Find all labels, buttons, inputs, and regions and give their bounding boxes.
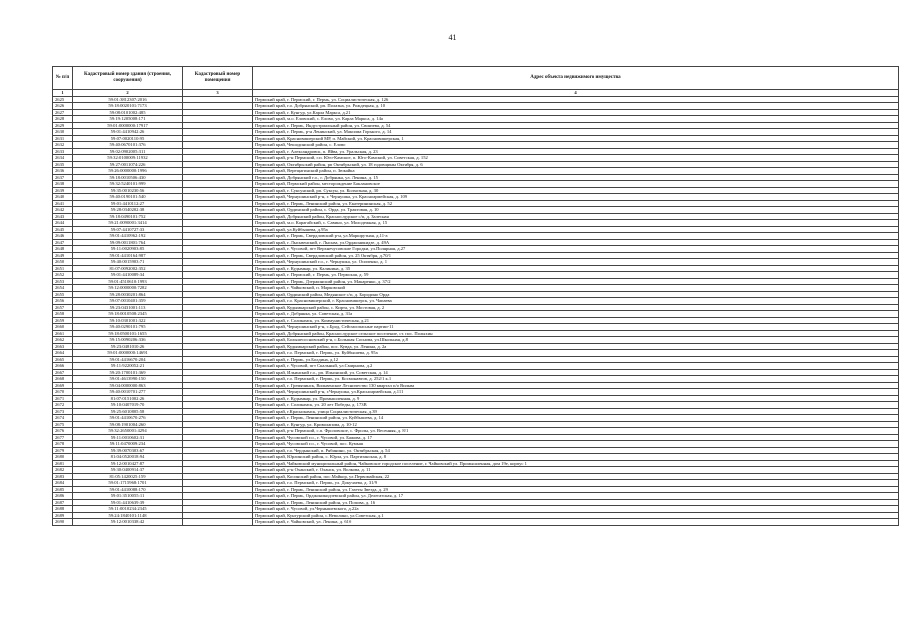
row-number-cell: 2668 bbox=[53, 376, 73, 383]
cadastral-number-cell: 59:32:2650001:4294 bbox=[73, 428, 183, 435]
row-number-cell: 2680 bbox=[53, 454, 73, 461]
address-cell: Пермский край, Добрянский район, Краснослудское сельское поселение, ст. пос. Полыхин bbox=[253, 330, 899, 337]
row-number-cell: 2657 bbox=[53, 304, 73, 311]
cadastral-number-cell: 59:18:0010508:2345 bbox=[73, 311, 183, 318]
header-cadastral-premise: Кадастровый номер помещения bbox=[183, 67, 253, 90]
table-row bbox=[53, 519, 899, 526]
cadastral-number-cell: 59:01:4510610:1993 bbox=[73, 278, 183, 285]
cadastral-number-cell: 59:25:6010805:58 bbox=[73, 408, 183, 415]
address-cell: Пермский край, г. Александровск, п. Яйва, ул. Уральская, д. 23 bbox=[253, 148, 899, 155]
row-number-cell: 2640 bbox=[53, 194, 73, 201]
row-number-cell: 2661 bbox=[53, 330, 73, 337]
cadastral-number-cell: 59:07:0020110:95 bbox=[73, 135, 183, 142]
address-cell: Пермский край, г. Добрянка, ул. Советская, д. 31а bbox=[253, 311, 899, 318]
cadastral-number-cell: 59:30:0400914:37 bbox=[73, 467, 183, 474]
row-number-cell: 2655 bbox=[53, 291, 73, 298]
address-cell: Пермский край, г. Чусовой, пгт Верхнечусовские Городки, ул.Полярная, д.27 bbox=[253, 246, 899, 253]
row-number-cell: 2632 bbox=[53, 142, 73, 149]
row-number-cell: 2628 bbox=[53, 116, 73, 123]
address-cell: Пермский край, г. Лысьвенский, г. Лысьва, ул.Орджоникидзе, д. 49А bbox=[253, 239, 899, 246]
row-number-cell: 2684 bbox=[53, 480, 73, 487]
row-number-cell: 2634 bbox=[53, 155, 73, 162]
address-cell: Пермский край, г. Пермь, Свердловский р-н, ул.Маршрутная, д.11-а bbox=[253, 233, 899, 240]
row-number-cell: 2644 bbox=[53, 220, 73, 227]
cadastral-number-cell: 59:10:0301001:322 bbox=[73, 317, 183, 324]
row-number-cell: 2671 bbox=[53, 395, 73, 402]
address-cell: Пермский край, г.о. Красновишерский, г. Красновишерск, ул. Чапаева bbox=[253, 298, 899, 305]
address-cell: Пермский край, Чернушинский р-н, с.Брод, Сейсмоопасные партии-11 bbox=[253, 324, 899, 331]
row-number-cell: 2656 bbox=[53, 298, 73, 305]
cadastral-number-cell: 59:12:0000000:7282 bbox=[73, 285, 183, 292]
address-cell: Пермский край, г. Пермь, ул.Болдина, д.12 bbox=[253, 356, 899, 363]
row-number-cell: 2667 bbox=[53, 369, 73, 376]
row-number-cell: 2642 bbox=[53, 207, 73, 214]
column-number: 1 bbox=[53, 90, 73, 97]
cadastral-number-cell: 59:32:0100009:11932 bbox=[73, 155, 183, 162]
row-number-cell: 2676 bbox=[53, 428, 73, 435]
row-number-cell: 2686 bbox=[53, 493, 73, 500]
row-number-cell: 2643 bbox=[53, 213, 73, 220]
cadastral-number-cell: 59:01:4410639:39 bbox=[73, 499, 183, 506]
address-cell: Пермский край, г. Пермь, Дзержинский район, ул. Макаренко, д. 37/2 bbox=[253, 278, 899, 285]
address-cell: Пермский край, г. Пермь, р-н Ленинский, ул. Максима Горького, д. 14 bbox=[253, 129, 899, 136]
row-number-cell: 2681 bbox=[53, 460, 73, 467]
row-number-cell: 2650 bbox=[53, 259, 73, 266]
cadastral-number-cell: 59:11:0020903:85 bbox=[73, 246, 183, 253]
property-register-table bbox=[52, 66, 899, 526]
header-address: Адрес объекта недвижимого имущества bbox=[253, 67, 899, 90]
cadastral-number-cell: 59:23:0431001:113 bbox=[73, 304, 183, 311]
cadastral-number-cell: 59:02:0902005:311 bbox=[73, 148, 183, 155]
row-number-cell: 2678 bbox=[53, 441, 73, 448]
cadastral-number-cell: 59:01:4410112:27 bbox=[73, 200, 183, 207]
address-cell: Пермский край, г.о. Пермский, г. Пермь, ул. Космонавтов, д. 252/1 к.1 bbox=[253, 376, 899, 383]
row-number-cell: 2625 bbox=[53, 96, 73, 103]
cadastral-number-cell: 59:01:0000000:17917 bbox=[73, 122, 183, 129]
address-cell: Пермский край, г. Пермский, г. Пермь, ул. Пермская, д. 59 bbox=[253, 272, 899, 279]
address-cell: Пермский край, г. Соликамск, ул. Коммунистическая, д.21 bbox=[253, 317, 899, 324]
cadastral-number-cell: 59:01:4410088:170 bbox=[73, 486, 183, 493]
cadastral-number-cell: 81:07:0092002:352 bbox=[73, 265, 183, 272]
address-cell: Пермский край, р-н Пермский, г.п. Юго-Камское, п. Юго-Камский, ул. Советская, д. 152 bbox=[253, 155, 899, 162]
address-cell: Пермский край, г. Пермский, г. Пермь, ул. Социалистическая, д. 126 bbox=[253, 96, 899, 103]
address-cell: Пермский край, Чернушинский р-н, г.Чернушка, ул.Красноармейская, д.111 bbox=[253, 389, 899, 396]
cadastral-number-cell: 59:21:0090001:3414 bbox=[73, 220, 183, 227]
cadastral-number-cell: 81:05:1420025:159 bbox=[73, 473, 183, 480]
row-number-cell: 2631 bbox=[53, 135, 73, 142]
address-cell: Пермский край, Верещагинский район, п. Зюкайка bbox=[253, 168, 899, 175]
row-number-cell: 2679 bbox=[53, 447, 73, 454]
row-number-cell: 2651 bbox=[53, 265, 73, 272]
row-number-cell: 2675 bbox=[53, 421, 73, 428]
cadastral-number-cell: 59:12:0010427:87 bbox=[73, 460, 183, 467]
address-cell: Пермский край, г.о. Пермский, г. Пермь, ул. Докучаева, д. 31/9 bbox=[253, 480, 899, 487]
address-cell: Пермский край, г. Чусовой, пгт Скальный, ул.Смирнова, д.2 bbox=[253, 363, 899, 370]
address-cell: Пермский край, г. Пермь, Ленинский район, ул. Попова, д. 16 bbox=[253, 499, 899, 506]
address-cell: Пермский край, Ильинский г.о., рп. Ильинский, ул. Советская, д. 14 bbox=[253, 369, 899, 376]
address-cell: Пермский край, г. Кунгур, ул. Криволапова, д. 10-12 bbox=[253, 421, 899, 428]
cadastral-number-cell: 59:18:0020101:7173 bbox=[73, 103, 183, 110]
row-number-cell: 2638 bbox=[53, 181, 73, 188]
cadastral-number-cell: 59:12:0010338:42 bbox=[73, 519, 183, 526]
cadastral-number-cell: 59:18:0500101:1655 bbox=[73, 330, 183, 337]
cadastral-number-cell: 59:18:0010506:430 bbox=[73, 174, 183, 181]
cadastral-number-cell: 59:01:3510055:11 bbox=[73, 493, 183, 500]
address-cell: Пермский край, г. Чайковский, п. Марковский bbox=[253, 285, 899, 292]
address-cell: Пермский край, г. Пермь, Орджоникидзевский район, ул. Делегатская, д. 17 bbox=[253, 493, 899, 500]
cadastral-number-cell: 59:20:1700101:369 bbox=[73, 369, 183, 376]
row-number-cell: 2652 bbox=[53, 272, 73, 279]
row-number-cell: 2663 bbox=[53, 343, 73, 350]
address-cell: Пермский край, г. Суксунский, рп. Суксун, ул. Колхозная, д. 30 bbox=[253, 187, 899, 194]
cadastral-number-cell: 59:01:3812307:2016 bbox=[73, 96, 183, 103]
cadastral-number-cell: 59:01:4410670:276 bbox=[73, 415, 183, 422]
address-cell: Пермский край, Косинский район, пос.Майкор, ул.Первомайская, 22 bbox=[253, 473, 899, 480]
row-number-cell: 2689 bbox=[53, 512, 73, 519]
cadastral-number-cell: 59:07:4410727:33 bbox=[73, 226, 183, 233]
row-number-cell: 2639 bbox=[53, 187, 73, 194]
address-cell: Пермский край, г. Кудымкар, ул. Калинина, д. 35 bbox=[253, 265, 899, 272]
cadastral-number-cell: 59:01:0000000:14691 bbox=[73, 350, 183, 357]
row-number-cell: 2672 bbox=[53, 402, 73, 409]
address-cell: Пермский край, ул.Куйбышева, д.95а bbox=[253, 226, 899, 233]
cadastral-number-cell: 59:04:0000000:863 bbox=[73, 382, 183, 389]
cadastral-number-cell: 59:40:0190101:540 bbox=[73, 194, 183, 201]
address-cell: Пермский край, Чайковский муниципальный район, Чайковское городское поселение, г. Чайковский ул. Промышленная, дом 19е, корпус 1 bbox=[253, 460, 899, 467]
row-number-cell: 2690 bbox=[53, 519, 73, 526]
cadastral-number-cell: 59:09:0011801:764 bbox=[73, 239, 183, 246]
address-cell: Пермский край, Чусовской г.о., г. Чусовой, пос. Кумыш bbox=[253, 441, 899, 448]
row-number-cell: 2666 bbox=[53, 363, 73, 370]
cadastral-number-cell: 59:28:0030201:864 bbox=[73, 291, 183, 298]
row-number-cell: 2665 bbox=[53, 356, 73, 363]
cadastral-number-cell: 59:40:0290101:795 bbox=[73, 324, 183, 331]
premise-number-cell bbox=[183, 519, 253, 526]
address-cell: Пермский край, г. Кудымкар, ул. Промышленная, д. 9 bbox=[253, 395, 899, 402]
row-number-cell: 2648 bbox=[53, 246, 73, 253]
cadastral-number-cell: 59:01:4416670:204 bbox=[73, 356, 183, 363]
cadastral-number-cell: 59:24:1840101:1148 bbox=[73, 512, 183, 519]
address-cell: Пермский край, м.о. Карагайский, с. Савино, ул. Молодежная, д. 15 bbox=[253, 220, 899, 227]
address-cell: Пермский край, г. Гремячинск, Вильвенское Лесничество 130 квартал п/о Вильва bbox=[253, 382, 899, 389]
row-number-cell: 2659 bbox=[53, 317, 73, 324]
row-number-cell: 2688 bbox=[53, 506, 73, 513]
cadastral-number-cell: 59:11:0010234:2345 bbox=[73, 506, 183, 513]
row-number-cell: 2677 bbox=[53, 434, 73, 441]
address-cell: Пермский край, Ординский район, Медянское с/п, д. Бородино Орда bbox=[253, 291, 899, 298]
address-cell: Пермский край, г. Пермь, Ленинский район, ул. Куйбышева, д. 14 bbox=[253, 415, 899, 422]
cadastral-number-cell: 59:40:0010701:277 bbox=[73, 389, 183, 396]
address-cell: Пермский край, г. Пермь, Ленинский район, ул. Екатерининская, д. 52 bbox=[253, 200, 899, 207]
header-cadastral-building: Кадастровый номер здания (строения, сооружения) bbox=[73, 67, 183, 90]
row-number-cell: 2669 bbox=[53, 382, 73, 389]
cadastral-number-cell: 59:18:0490101:752 bbox=[73, 213, 183, 220]
cadastral-number-cell: 59:39:0070303:67 bbox=[73, 447, 183, 454]
address-cell: Пермский край, г.о. Добрянский, рп. Полазна, ул. Рождецкая, д. 10 bbox=[253, 103, 899, 110]
address-cell: Пермский край, Юрлинский район, с. Юрла, ул. Партизанская, д. 8 bbox=[253, 454, 899, 461]
row-number-cell: 2654 bbox=[53, 285, 73, 292]
row-number-cell: 2630 bbox=[53, 129, 73, 136]
address-cell: Пермский край, Кунгурский район, с.Неволино, ул.Советская, д.1 bbox=[253, 512, 899, 519]
row-number-cell: 2660 bbox=[53, 324, 73, 331]
row-number-cell: 2683 bbox=[53, 473, 73, 480]
cadastral-number-cell: 59:26:0000000:1996 bbox=[73, 168, 183, 175]
address-cell: Пермский край, Кудымкарский район, пос. Кувда, ул. Ленина, д. 2а bbox=[253, 343, 899, 350]
cadastral-number-cell: 59:01:4410962:192 bbox=[73, 233, 183, 240]
address-cell: Пермский край, г.о. Чердынский, п. Рябинино, ул. Октябрьская, д. 54 bbox=[253, 447, 899, 454]
cadastral-number-cell: 59:10:0407019:70 bbox=[73, 402, 183, 409]
row-number-cell: 2647 bbox=[53, 239, 73, 246]
cadastral-number-cell: 59:01:4410942:26 bbox=[73, 129, 183, 136]
cadastral-number-cell: 59:11:0470009:234 bbox=[73, 441, 183, 448]
row-number-cell: 2653 bbox=[53, 278, 73, 285]
cadastral-number-cell: 59:27:0011074:226 bbox=[73, 161, 183, 168]
table-header-row bbox=[53, 67, 899, 90]
address-cell: Пермский край, Чернушинский г.о., г. Чернушка, ул. Осипенко, д. 1 bbox=[253, 259, 899, 266]
column-number: 3 bbox=[183, 90, 253, 97]
address-cell: Пермский край, Добрянский г.о., г. Добрянка, ул. Ленина, д. 15 bbox=[253, 174, 899, 181]
cadastral-number-cell: 59:11:0010602:31 bbox=[73, 434, 183, 441]
row-number-cell: 2637 bbox=[53, 174, 73, 181]
address-cell: Пермский край, Чешодинский район, с. Елово bbox=[253, 142, 899, 149]
cadastral-number-cell: 59:35:0010230:56 bbox=[73, 187, 183, 194]
cadastral-number-cell: 59:15:0090206:336 bbox=[73, 337, 183, 344]
row-number-cell: 2635 bbox=[53, 161, 73, 168]
address-cell: Пермский край, г. Пермь, Индустриальный район, ул. Свиязева, д. 54 bbox=[253, 122, 899, 129]
address-cell: Пермский край, Большесосновский р-н, с.Большая Соснова, ул.Школьная, д.8 bbox=[253, 337, 899, 344]
cadastral-number-cell: 59:01:4613990:150 bbox=[73, 376, 183, 383]
address-cell: Пермский край, Красновишерский МР, п. Майский, ул. Красновишерская, 1 bbox=[253, 135, 899, 142]
cadastral-number-cell: 59:07:0010401:359 bbox=[73, 298, 183, 305]
address-cell: Пермский край, г. Чусовой, ул.Чернышевского, д.22а bbox=[253, 506, 899, 513]
row-number-cell: 2646 bbox=[53, 233, 73, 240]
cadastral-number-cell: 59:08:1901004:260 bbox=[73, 421, 183, 428]
address-cell: Пермский край, г. Пермь, Ленинский район, ул. Газеты Звезда, д. 29 bbox=[253, 486, 899, 493]
address-cell: Пермский край, Добрянский район, Краснослудское с/п, д. Залесная bbox=[253, 213, 899, 220]
address-cell: Пермский край, г. Чайковский, ул. Ленина, д. 61б bbox=[253, 519, 899, 526]
cadastral-number-cell: 59:40:0670101:376 bbox=[73, 142, 183, 149]
row-number-cell: 2662 bbox=[53, 337, 73, 344]
address-cell: Пермский край, Кудымкарский район, с. Кирта, ул. Мостовая, д. 2 bbox=[253, 304, 899, 311]
cadastral-number-cell: 59:32:5240101:999 bbox=[73, 181, 183, 188]
page-number: 41 bbox=[448, 33, 457, 42]
row-number-cell: 2629 bbox=[53, 122, 73, 129]
address-cell: Пермский край, Пермский район, месторождение Баклановское bbox=[253, 181, 899, 188]
cadastral-number-cell: 59:08:0101002:485 bbox=[73, 109, 183, 116]
row-number-cell: 2633 bbox=[53, 148, 73, 155]
cadastral-number-cell: 81:07:0151002:26 bbox=[73, 395, 183, 402]
row-number-cell: 2670 bbox=[53, 389, 73, 396]
address-cell: Пермский край, м.о. Еловский, с. Елово, ул. Карла Маркса, д. 14а bbox=[253, 116, 899, 123]
column-number: 4 bbox=[253, 90, 899, 97]
header-num: № п/п bbox=[53, 67, 73, 90]
address-cell: Пермский край, г. Соликамск, ул. 20 лет Победы, д. 173В bbox=[253, 402, 899, 409]
row-number-cell: 2687 bbox=[53, 499, 73, 506]
cadastral-number-cell: 81:04:0520018:94 bbox=[73, 454, 183, 461]
row-number-cell: 2664 bbox=[53, 350, 73, 357]
cadastral-number-cell: 59:01:4410164:987 bbox=[73, 252, 183, 259]
cadastral-number-cell: 59:19:1205008:171 bbox=[73, 116, 183, 123]
cadastral-number-cell: 59:40:0015903:71 bbox=[73, 259, 183, 266]
column-number: 2 bbox=[73, 90, 183, 97]
row-number-cell: 2658 bbox=[53, 311, 73, 318]
cadastral-number-cell: 59:23:0481010:26 bbox=[73, 343, 183, 350]
row-number-cell: 2649 bbox=[53, 252, 73, 259]
address-cell: Пермский край, г. Кунгур, ул.Карла Маркса, д.21 bbox=[253, 109, 899, 116]
row-number-cell: 2627 bbox=[53, 109, 73, 116]
row-number-cell: 2636 bbox=[53, 168, 73, 175]
row-number-cell: 2674 bbox=[53, 415, 73, 422]
row-number-cell: 2645 bbox=[53, 226, 73, 233]
address-cell: Пермский край, Ординский район, с. Орда, ул. Трактовая, д. 10 bbox=[253, 207, 899, 214]
cadastral-number-cell: 59:01:1715968:1701 bbox=[73, 480, 183, 487]
row-number-cell: 2673 bbox=[53, 408, 73, 415]
address-cell: Пермский край, Чернушинский р-н, г. Чернушка, ул. Красноармейская, д. 109 bbox=[253, 194, 899, 201]
address-cell: Пермский край, г.о. Пермский, г. Пермь, ул. Куйбышева, д. 95а bbox=[253, 350, 899, 357]
address-cell: Пермский край, г. Пермь, Свердловский район, ул. 25 Октября, д.70/1 bbox=[253, 252, 899, 259]
address-cell: Пермский край, р-н Пермский, с.п. Фроловское, с. Фролы, ул. Весенняя, д. 8/1 bbox=[253, 428, 899, 435]
address-cell: Пермский край, р-н Оханский, г. Оханск, ул. Волкова, д. 11 bbox=[253, 467, 899, 474]
address-cell: Пермский край, Чусовской г.о., г. Чусовой, ул. Бажова, д. 17 bbox=[253, 434, 899, 441]
row-number-cell: 2682 bbox=[53, 467, 73, 474]
address-cell: Пермский край, Октябрьский район, рп Октябрьский, ул. 18 годовщины Октября, д. 6 bbox=[253, 161, 899, 168]
address-cell: Пермский край, г.Краснокамск, улица Социалистическая, д.39 bbox=[253, 408, 899, 415]
cadastral-number-cell: 59:01:4410089:34 bbox=[73, 272, 183, 279]
row-number-cell: 2626 bbox=[53, 103, 73, 110]
row-number-cell: 2685 bbox=[53, 486, 73, 493]
cadastral-number-cell: 59:28:0340202:38 bbox=[73, 207, 183, 214]
row-number-cell: 2641 bbox=[53, 200, 73, 207]
cadastral-number-cell: 59:11:9220052:21 bbox=[73, 363, 183, 370]
